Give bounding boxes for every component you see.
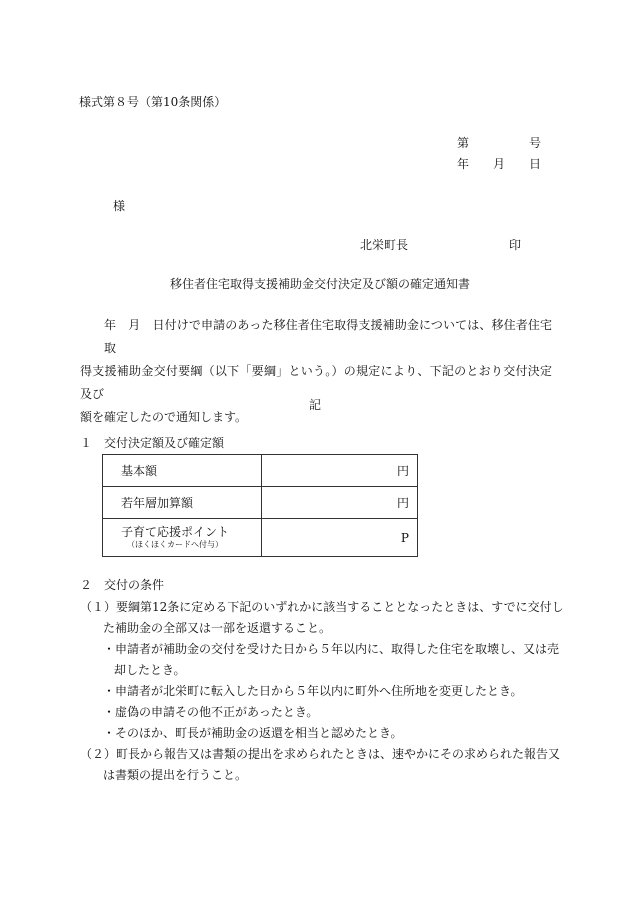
condition-bullet-1-line-2: 却したとき。	[114, 663, 186, 677]
document-title: 移住者住宅取得支援補助金交付決定及び額の確定通知書	[170, 277, 471, 291]
date-day: 日	[529, 157, 542, 171]
condition-1-line-2: た補助金の全部又は一部を返還すること。	[103, 621, 332, 635]
form-label: 様式第８号（第10条関係）	[79, 95, 227, 109]
condition-bullet-4: ・そのほか、町長が補助金の返還を相当と認めたとき。	[103, 726, 403, 740]
row-label-youth: 若年層加算額	[103, 487, 262, 519]
ki-heading: 記	[309, 398, 322, 412]
condition-2-line-2: は書類の提出を行うこと。	[103, 768, 248, 782]
number-suffix: 号	[529, 136, 542, 150]
amounts-table	[102, 454, 418, 557]
table-row	[103, 455, 418, 487]
section1-heading: １ 交付決定額及び確定額	[80, 436, 225, 450]
row-unit-childcare: P	[262, 519, 418, 557]
row-note-childcare: （ほくほくカードへ付与）	[127, 540, 223, 549]
row-unit-youth: 円	[262, 487, 418, 519]
number-prefix: 第	[457, 136, 470, 150]
table-row	[103, 487, 418, 519]
condition-2-line-1: （２）町長から報告又は書類の提出を求められたときは、速やかにその求められた報告又	[80, 747, 561, 761]
issuer-name: 北栄町長	[360, 238, 409, 252]
section2-heading: ２ 交付の条件	[80, 578, 165, 592]
row-label-basic: 基本額	[103, 455, 262, 487]
addressee-suffix: 様	[113, 199, 126, 213]
row-label-childcare-cell	[103, 519, 262, 557]
condition-bullet-2: ・申請者が北栄町に転入した日から５年以内に町外へ住所地を変更したとき。	[103, 684, 523, 698]
body-line-3: 額を確定したので通知します。	[80, 410, 248, 424]
table-row	[103, 519, 418, 557]
body-line-2: 得支援補助金交付要綱（以下「要綱」という。）の規定により、下記のとおり交付決定及び	[80, 364, 552, 401]
row-label-childcare: 子育て応援ポイント	[121, 525, 230, 539]
condition-1-line-1: （１）要綱第12条に定める下記のいずれかに該当することとなったときは、すでに交付し	[80, 600, 564, 614]
row-unit-basic: 円	[262, 455, 418, 487]
body-line-1: 年 月 日付けで申請のあった移住者住宅取得支援補助金については、移住者住宅取	[104, 318, 552, 355]
condition-bullet-1-line-1: ・申請者が補助金の交付を受けた日から５年以内に、取得した住宅を取壊し、又は売	[103, 642, 560, 656]
condition-bullet-3: ・虚偽の申請その他不正があったとき。	[103, 705, 319, 719]
date-year: 年	[457, 157, 470, 171]
date-month: 月	[493, 157, 506, 171]
seal-mark: 印	[509, 238, 522, 252]
